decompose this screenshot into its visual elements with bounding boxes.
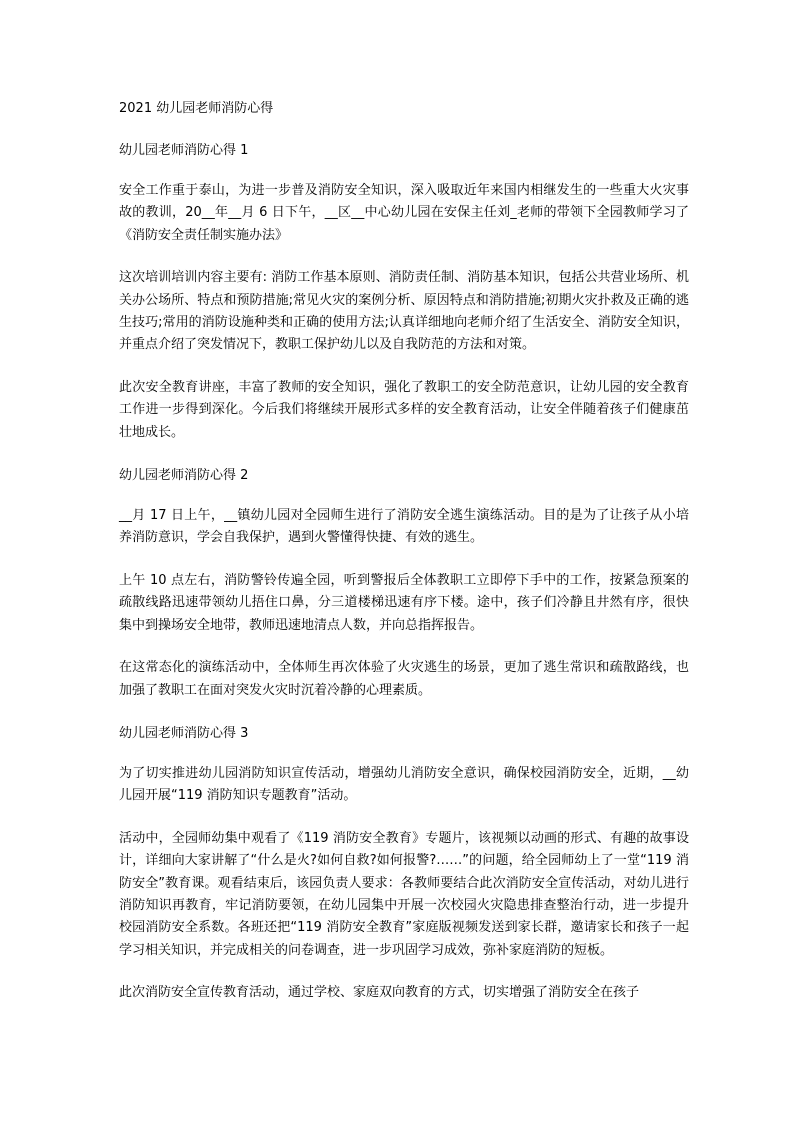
section-heading: 幼儿园老师消防心得 3 bbox=[119, 725, 249, 741]
paragraph: 为了切实推进幼儿园消防知识宣传活动，增强幼儿消防安全意识，确保校园消防安全，近期，__幼儿园开展“119 消防知识专题教育”活动。 bbox=[119, 765, 689, 804]
paragraph: 此次消防安全宣传教育活动，通过学校、家庭双向教育的方式，切实增强了消防安全在孩子 bbox=[119, 985, 640, 1001]
section-2 bbox=[119, 464, 689, 702]
paragraph: __月 17 日上午，__镇幼儿园对全园师生进行了消防安全逃生演练活动。目的是为了让孩子从小培养消防意识，学会自我保护，遇到火警懂得快捷、有效的逃生。 bbox=[119, 508, 689, 546]
section-3 bbox=[119, 722, 689, 1005]
paragraph: 安全工作重于泰山，为进一步普及消防安全知识，深入吸取近年来国内相继发生的一些重大火灾事故的教训，20__年__月 6 日下午，__区__中心幼儿园在安保主任刘_老师的带领下全园教师学习了《消防安全责任制实施办法》 bbox=[119, 183, 689, 243]
paragraph: 在这常态化的演练活动中，全体师生再次体验了火灾逃生的场景，更加了逃生常识和疏散路线，也加强了教职工在面对突发火灾时沉着冷静的心理素质。 bbox=[119, 660, 689, 698]
document-page bbox=[119, 97, 689, 1025]
paragraph: 此次安全教育讲座，丰富了教师的安全知识，强化了教职工的安全防范意识，让幼儿园的安全教育工作进一步得到深化。今后我们将继续开展形式多样的安全教育活动，让安全伴随着孩子们健康茁壮地成长。 bbox=[119, 379, 689, 440]
paragraph: 这次培训培训内容主要有: 消防工作基本原则、消防责任制、消防基本知识，包括公共营业场所、机关办公场所、特点和预防措施;常见火灾的案例分析、原因特点和消防措施;初期火灾扑救及正确的逃生技巧;常用的消防设施种类和正确的使用方法;认真详细地向老师介绍了生活安全、消防安全知识，并重点介绍了突发情况下，教职工保护幼儿以及自我防范的方法和对策。 bbox=[119, 270, 689, 353]
paragraph: 上午 10 点左右，消防警铃传遍全园，听到警报后全体教职工立即停下手中的工作，按紧急预案的疏散线路迅速带领幼儿捂住口鼻，分三道楼梯迅速有序下楼。途中，孩子们冷静且井然有序，很快集中到操场安全地带，教师迅速地清点人数，并向总指挥报告。 bbox=[119, 572, 689, 633]
section-heading: 幼儿园老师消防心得 2 bbox=[119, 468, 249, 484]
section-heading: 幼儿园老师消防心得 1 bbox=[119, 143, 249, 158]
paragraph: 活动中，全园师幼集中观看了《119 消防安全教育》专题片，该视频以动画的形式、有趣的故事设计，详细向大家讲解了“什么是火?如何自救?如何报警?……”的问题，给全园师幼上了一堂“119 消防安全”教育课。观看结束后，该园负责人要求：各教师要结合此次消防安全宣传活动，对幼儿进行消防知识再教育，牢记消防要领，在幼儿园集中开展一次校园火灾隐患排查整治行动，进一步提升校园消防安全系数。各班还把“119 消防安全教育”家庭版视频发送到家长群，邀请家长和孩子一起学习相关知识，并完成相关的问卷调查，进一步巩固学习成效，弥补家庭消防的短板。 bbox=[119, 830, 689, 958]
section-1 bbox=[119, 139, 689, 444]
document-title: 2021 幼儿园老师消防心得 bbox=[119, 101, 274, 116]
